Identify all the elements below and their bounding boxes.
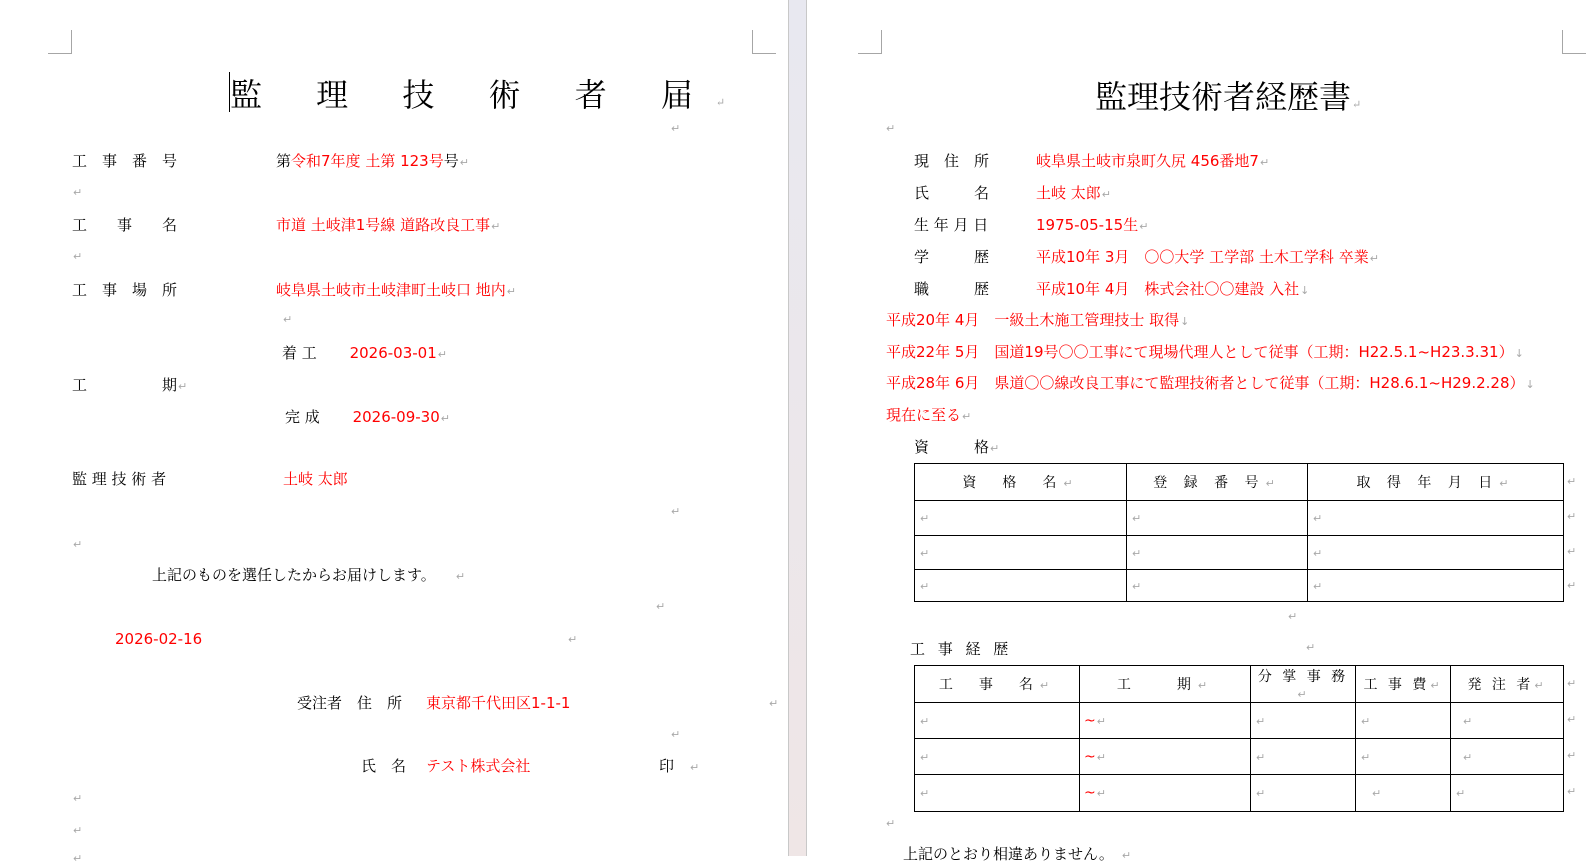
table-header: 資 格 名↵: [915, 464, 1127, 501]
table-header: 発 注 者↵: [1451, 666, 1564, 703]
career-line[interactable]: 平成28年 6月 県道〇〇線改良工事にて監理技術者として従事（工期：H28.6.1~H29.2.28）↓: [886, 374, 1535, 392]
qualifications-table: [914, 463, 1564, 602]
table-row: [915, 739, 1564, 775]
table-cell[interactable]: ↵: [1356, 739, 1451, 775]
table-cell[interactable]: ↵: [1251, 703, 1356, 739]
table-header: 工 事 費↵: [1356, 666, 1451, 703]
paragraph-mark: ↵: [73, 792, 83, 805]
page-keirekisho[interactable]: [807, 0, 1596, 863]
field-kanri-gijutsusha[interactable]: 土岐 太郎: [283, 470, 348, 488]
profile-label-career: 職 歴: [914, 280, 990, 298]
paragraph-mark: ↵: [886, 122, 896, 135]
page-title[interactable]: 監理技術者経歴書↵: [1095, 78, 1362, 116]
table-header: 分 掌 事 務↵: [1251, 666, 1356, 703]
career-line[interactable]: 現在に至る↵: [886, 406, 972, 424]
paragraph-mark: ↵: [73, 250, 83, 263]
paragraph-mark: ↵: [656, 600, 666, 613]
field-koki-start[interactable]: 着 工 2026-03-01↵: [282, 344, 447, 362]
table-header: 登 録 番 号↵: [1127, 464, 1308, 501]
contractor-address-label: 受注者 住 所: [297, 694, 403, 712]
seal-mark: 印 ↵: [659, 757, 700, 775]
paragraph-mark: ↵: [671, 505, 681, 518]
paragraph-mark: ↵: [671, 122, 681, 135]
row-end-mark: ↵: [1567, 579, 1577, 592]
field-koji-basho[interactable]: 岐阜県土岐市土岐津町土岐口 地内↵: [276, 281, 516, 299]
submission-date[interactable]: 2026-02-16: [115, 630, 203, 648]
profile-label-birthdate: 生 年 月 日: [914, 216, 989, 234]
row-end-mark: ↵: [1567, 749, 1577, 762]
page-kanri-gijutsusha-todoke[interactable]: [0, 0, 788, 865]
table-row: [915, 536, 1564, 570]
table-header: 工 事 名↵: [915, 666, 1080, 703]
table-cell[interactable]: ↵: [1308, 570, 1564, 602]
qualifications-label: 資 格↵: [914, 438, 1000, 456]
margin-corner-mark: [48, 30, 72, 54]
table-row: [915, 501, 1564, 536]
field-label-koki: 工 期↵: [72, 376, 188, 394]
table-cell[interactable]: ↵: [1251, 775, 1356, 812]
works-table: [914, 665, 1564, 812]
table-header: 工 期↵: [1080, 666, 1251, 703]
table-cell[interactable]: ↵: [1251, 739, 1356, 775]
table-cell[interactable]: ↵: [1356, 775, 1451, 812]
table-cell-period[interactable]: ~↵: [1080, 703, 1251, 739]
table-cell[interactable]: ↵: [1308, 501, 1564, 536]
profile-career-first[interactable]: 平成10年 4月 株式会社〇〇建設 入社↓: [1036, 280, 1310, 298]
table-cell-period[interactable]: ~↵: [1080, 739, 1251, 775]
paragraph-mark: ↵: [1306, 641, 1316, 654]
table-cell[interactable]: ↵: [915, 570, 1127, 602]
paragraph-mark: ↵: [1288, 610, 1298, 623]
table-cell[interactable]: ↵: [915, 536, 1127, 570]
table-row: [915, 703, 1564, 739]
profile-birthdate[interactable]: 1975-05-15生↵: [1036, 216, 1149, 234]
field-label-koji-basho: 工 事 場 所: [72, 281, 178, 299]
row-end-mark: ↵: [1567, 677, 1577, 690]
career-line[interactable]: 平成20年 4月 一級土木施工管理技士 取得↓: [886, 311, 1190, 329]
paragraph-mark: ↵: [73, 852, 83, 865]
table-cell-period[interactable]: ~↵: [1080, 775, 1251, 812]
profile-name[interactable]: 土岐 太郎↵: [1036, 184, 1111, 202]
field-label-kanri: 監 理 技 術 者: [72, 470, 167, 488]
contractor-address[interactable]: 東京都千代田区1-1-1: [426, 694, 571, 712]
paragraph-mark: ↵: [886, 817, 896, 830]
field-label-koji-bango: 工 事 番 号: [72, 152, 178, 170]
table-cell[interactable]: ↵: [1308, 536, 1564, 570]
row-end-mark: ↵: [1567, 475, 1577, 488]
table-cell[interactable]: ↵: [915, 775, 1080, 812]
statement-text: 上記のものを選任したからお届けします。 ↵: [152, 566, 466, 584]
contractor-name-label: 氏 名: [361, 757, 407, 775]
field-label-koji-mei: 工 事 名: [72, 216, 178, 234]
closing-statement: 上記のとおり相違ありません。 ↵: [903, 845, 1132, 863]
profile-label-name: 氏 名: [914, 184, 990, 202]
field-koji-bango[interactable]: 第令和7年度 土第 123号号↵: [276, 152, 469, 170]
paragraph-mark: ↵: [671, 728, 681, 741]
profile-address[interactable]: 岐阜県土岐市泉町久尻 456番地7↵: [1036, 152, 1270, 170]
table-cell[interactable]: ↵: [1127, 536, 1308, 570]
works-label: 工 事 経 歴: [910, 640, 1013, 658]
table-row: [915, 775, 1564, 812]
margin-corner-mark: [858, 30, 882, 54]
table-cell[interactable]: ↵: [915, 739, 1080, 775]
table-cell[interactable]: ↵: [1127, 570, 1308, 602]
margin-corner-mark: [752, 30, 776, 54]
table-cell[interactable]: ↵: [915, 703, 1080, 739]
field-koki-end[interactable]: 完 成 2026-09-30↵: [285, 408, 450, 426]
paragraph-mark: ↵: [769, 697, 779, 710]
table-cell[interactable]: ↵: [1451, 739, 1564, 775]
profile-label-education: 学 歴: [914, 248, 990, 266]
page-title[interactable]: 監 理 技 術 者 届↵: [230, 76, 726, 114]
paragraph-mark: ↵: [73, 538, 83, 551]
field-koji-mei[interactable]: 市道 土岐津1号線 道路改良工事↵: [276, 216, 501, 234]
row-end-mark: ↵: [1567, 510, 1577, 523]
table-header: 取 得 年 月 日↵: [1308, 464, 1564, 501]
table-cell[interactable]: ↵: [1451, 703, 1564, 739]
table-cell[interactable]: ↵: [915, 501, 1127, 536]
table-row: [915, 570, 1564, 602]
row-end-mark: ↵: [1567, 785, 1577, 798]
table-cell[interactable]: ↵: [1127, 501, 1308, 536]
table-cell[interactable]: ↵: [1356, 703, 1451, 739]
paragraph-mark: ↵: [568, 633, 578, 646]
row-end-mark: ↵: [1567, 545, 1577, 558]
paragraph-mark: ↵: [73, 824, 83, 837]
page-gap: [788, 0, 807, 856]
contractor-name[interactable]: テスト株式会社: [426, 757, 531, 775]
profile-label-address: 現 住 所: [914, 152, 990, 170]
row-end-mark: ↵: [1567, 713, 1577, 726]
profile-education[interactable]: 平成10年 3月 〇〇大学 工学部 土木工学科 卒業↵: [1036, 248, 1379, 266]
career-line[interactable]: 平成22年 5月 国道19号〇〇工事にて現場代理人として従事（工期：H22.5.1~H23.3.31）↓: [886, 343, 1524, 361]
paragraph-mark: ↵: [283, 313, 293, 326]
paragraph-mark: ↵: [73, 186, 83, 199]
table-cell[interactable]: ↵: [1451, 775, 1564, 812]
margin-corner-mark: [1562, 30, 1586, 54]
